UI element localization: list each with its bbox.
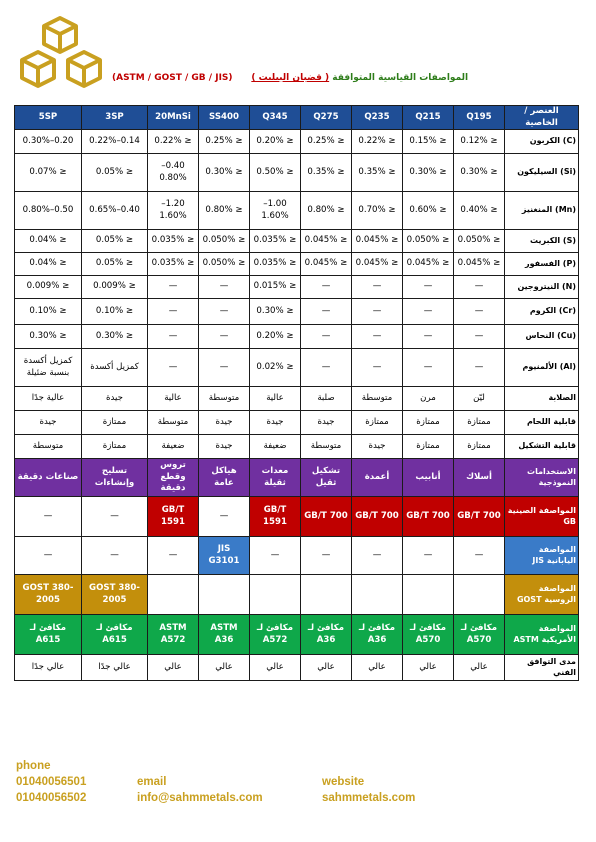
row-label: المواصفة اليابانية JIS <box>505 537 579 575</box>
table-cell <box>250 575 301 615</box>
table-cell: جيدة <box>250 411 301 435</box>
table-cell: معدات ثقيلة <box>250 459 301 497</box>
table-cell <box>148 575 199 615</box>
table-cell: GB/T 1591 <box>148 497 199 537</box>
table-cell <box>199 575 250 615</box>
row-label: الصلابة <box>505 387 579 411</box>
grade-header: Q345 <box>250 106 301 130</box>
title-standards: (ASTM / GOST / GB / JIS) <box>112 73 233 83</box>
table-cell: — <box>454 537 505 575</box>
table-cell: عالي <box>403 655 454 681</box>
table-cell: GB/T 700 <box>403 497 454 537</box>
table-cell: عالي جدًا <box>15 655 82 681</box>
table-cell: ≤ 0.30% <box>82 325 148 349</box>
table-cell: 0.20–0.30% <box>15 130 82 154</box>
table-row <box>15 253 579 276</box>
standard-row <box>15 575 579 615</box>
table-cell: GB/T 700 <box>352 497 403 537</box>
table-cell: ≤ 0.009% <box>82 276 148 299</box>
table-cell: ≤ 0.035% <box>148 253 199 276</box>
table-cell: 1.20–1.60% <box>148 192 199 230</box>
table-cell: — <box>403 325 454 349</box>
phone-2[interactable]: 01040056502 <box>16 792 87 804</box>
row-label: الاستخدامات النموذجية <box>505 459 579 497</box>
table-cell: — <box>199 325 250 349</box>
table-cell: ممتازة <box>454 411 505 435</box>
standard-row <box>15 615 579 655</box>
table-cell: JIS G3101 <box>199 537 250 575</box>
table-cell: ≤ 0.70% <box>352 192 403 230</box>
table-cell: — <box>199 299 250 325</box>
table-cell: ≤ 0.60% <box>403 192 454 230</box>
table-cell: GOST 380-2005 <box>15 575 82 615</box>
compat-row <box>15 655 579 681</box>
table-cell: ≤ 0.20% <box>250 130 301 154</box>
table-cell: — <box>148 325 199 349</box>
table-cell: أعمدة <box>352 459 403 497</box>
table-cell: مكافئ لـ A615 <box>15 615 82 655</box>
table-cell: GB/T 1591 <box>250 497 301 537</box>
row-label: (N) النيتروجين <box>505 276 579 299</box>
table-cell: 0.14–0.22% <box>82 130 148 154</box>
row-label: المواصفة الصينية GB <box>505 497 579 537</box>
table-row <box>15 154 579 192</box>
table-cell: 0.40–0.65% <box>82 192 148 230</box>
table-cell: ممتازة <box>403 435 454 459</box>
table-cell: مكافئ لـ A36 <box>352 615 403 655</box>
table-cell: ≤ 0.035% <box>148 230 199 253</box>
email-label: email <box>137 776 167 788</box>
row-label: (Cu) النحاس <box>505 325 579 349</box>
table-cell: 1.00–1.60% <box>250 192 301 230</box>
table-cell: مكافئ لـ A615 <box>82 615 148 655</box>
table-cell: — <box>301 325 352 349</box>
table-cell: عالي <box>454 655 505 681</box>
table-cell: ≤ 0.35% <box>301 154 352 192</box>
table-cell <box>403 575 454 615</box>
table-cell: ممتازة <box>352 411 403 435</box>
table-cell: مرن <box>403 387 454 411</box>
table-cell: ضعيفة <box>148 435 199 459</box>
table-cell: تروس وقطع دقيقة <box>148 459 199 497</box>
table-cell <box>352 575 403 615</box>
table-cell: متوسطة <box>352 387 403 411</box>
table-cell: — <box>148 299 199 325</box>
table-cell: ضعيفة <box>250 435 301 459</box>
table-cell: ≤ 0.04% <box>15 253 82 276</box>
table-cell: ≤ 0.015% <box>250 276 301 299</box>
table-cell: — <box>250 537 301 575</box>
grade-header: Q195 <box>454 106 505 130</box>
table-cell: ممتازة <box>82 411 148 435</box>
table-cell: عالي <box>199 655 250 681</box>
table-row <box>15 192 579 230</box>
table-cell: — <box>403 299 454 325</box>
table-cell: — <box>82 537 148 575</box>
table-cell: عالية <box>148 387 199 411</box>
table-cell: — <box>352 299 403 325</box>
table-cell: عالية جدًا <box>15 387 82 411</box>
table-cell: ممتازة <box>403 411 454 435</box>
table-cell: جيدة <box>199 411 250 435</box>
row-label: (Si) السيليكون <box>505 154 579 192</box>
standard-row <box>15 537 579 575</box>
table-cell: ≤ 0.30% <box>250 299 301 325</box>
table-cell: — <box>199 349 250 387</box>
table-cell: ASTM A572 <box>148 615 199 655</box>
table-cell: تسليح وإنشاءات <box>82 459 148 497</box>
table-row <box>15 411 579 435</box>
table-cell: مكافئ لـ A570 <box>403 615 454 655</box>
table-cell: ≤ 0.10% <box>15 299 82 325</box>
table-cell: — <box>454 325 505 349</box>
row-label: (C) الكربون <box>505 130 579 154</box>
corner-header: العنصر / الخاصية <box>505 106 579 130</box>
row-label: قابلية اللحام <box>505 411 579 435</box>
title-highlight: ( قضبان البيليت ) <box>251 73 330 83</box>
uses-row <box>15 459 579 497</box>
table-cell: ≤ 0.40% <box>454 192 505 230</box>
title-arabic: المواصفات القياسية المتوافقة <box>332 73 469 83</box>
row-label: (Al) الألمنيوم <box>505 349 579 387</box>
table-cell: ≤ 0.25% <box>301 130 352 154</box>
row-label: (Mn) المنغنيز <box>505 192 579 230</box>
table-cell: ممتازة <box>454 435 505 459</box>
table-cell: متوسطة <box>301 435 352 459</box>
table-cell: كمزيل أكسدة <box>82 349 148 387</box>
table-cell: ≤ 0.050% <box>454 230 505 253</box>
table-cell: جيدة <box>82 387 148 411</box>
table-cell: عالي <box>301 655 352 681</box>
table-cell: — <box>301 537 352 575</box>
phone-1[interactable]: 01040056501 <box>16 776 87 788</box>
table-cell: ≤ 0.035% <box>250 230 301 253</box>
table-cell: — <box>148 349 199 387</box>
table-cell: ≤ 0.050% <box>403 230 454 253</box>
website-link[interactable]: sahmmetals.com <box>322 792 416 804</box>
table-cell: متوسطة <box>148 411 199 435</box>
grade-header: Q235 <box>352 106 403 130</box>
table-cell: ≤ 0.50% <box>250 154 301 192</box>
row-label: قابلية التشكيل <box>505 435 579 459</box>
table-row <box>15 130 579 154</box>
table-cell: — <box>403 349 454 387</box>
phone-label: phone <box>16 760 51 772</box>
grade-header: 20MnSi <box>148 106 199 130</box>
table-cell: ≤ 0.80% <box>301 192 352 230</box>
table-cell: — <box>199 276 250 299</box>
table-cell: ≤ 0.07% <box>15 154 82 192</box>
table-cell: ≤ 0.15% <box>403 130 454 154</box>
table-cell: — <box>454 276 505 299</box>
table-cell: ممتازة <box>82 435 148 459</box>
table-row <box>15 230 579 253</box>
table-cell: 0.40–0.80% <box>148 154 199 192</box>
table-cell: عالي <box>250 655 301 681</box>
table-cell: — <box>352 349 403 387</box>
table-cell: ≤ 0.009% <box>15 276 82 299</box>
table-cell: ≤ 0.045% <box>301 230 352 253</box>
table-cell: — <box>301 349 352 387</box>
table-cell: GB/T 700 <box>301 497 352 537</box>
table-cell: مكافئ لـ A570 <box>454 615 505 655</box>
table-cell: عالي <box>352 655 403 681</box>
table-cell: — <box>82 497 148 537</box>
row-label: (S) الكبريت <box>505 230 579 253</box>
table-cell: ≤ 0.25% <box>199 130 250 154</box>
table-cell: جيدة <box>15 411 82 435</box>
table-row <box>15 435 579 459</box>
table-cell: عالي جدًا <box>82 655 148 681</box>
row-label: المواصفة الروسية GOST <box>505 575 579 615</box>
table-cell: — <box>403 537 454 575</box>
table-cell: — <box>403 276 454 299</box>
table-cell: ≤ 0.12% <box>454 130 505 154</box>
table-cell: ≤ 0.045% <box>403 253 454 276</box>
page-title <box>112 73 468 83</box>
table-cell: أنابيب <box>403 459 454 497</box>
table-cell <box>454 575 505 615</box>
table-cell: جيدة <box>301 411 352 435</box>
table-cell: ≤ 0.30% <box>454 154 505 192</box>
table-cell: متوسطة <box>199 387 250 411</box>
table-cell: ≤ 0.035% <box>250 253 301 276</box>
table-cell: صلبة <box>301 387 352 411</box>
website-label: website <box>322 776 365 788</box>
table-cell: ≤ 0.05% <box>82 154 148 192</box>
table-cell: ≤ 0.050% <box>199 230 250 253</box>
table-cell: — <box>148 537 199 575</box>
table-cell: — <box>352 276 403 299</box>
cube-stack-logo-icon <box>16 14 112 94</box>
table-cell: — <box>199 497 250 537</box>
grade-header: 5SP <box>15 106 82 130</box>
table-cell: جيدة <box>199 435 250 459</box>
table-row <box>15 387 579 411</box>
table-cell: ≤ 0.30% <box>15 325 82 349</box>
table-row <box>15 325 579 349</box>
table-cell: ≤ 0.05% <box>82 253 148 276</box>
row-label: مدى التوافق الفني <box>505 655 579 681</box>
standard-row <box>15 497 579 537</box>
table-cell: — <box>15 497 82 537</box>
table-cell: متوسطة <box>15 435 82 459</box>
table-cell: — <box>148 276 199 299</box>
table-cell: — <box>301 276 352 299</box>
email-link[interactable]: info@sahmmetals.com <box>137 792 263 804</box>
table-cell: ≤ 0.30% <box>199 154 250 192</box>
table-cell: ≤ 0.04% <box>15 230 82 253</box>
table-cell: 0.50–0.80% <box>15 192 82 230</box>
table-cell: ≤ 0.35% <box>352 154 403 192</box>
table-cell: ≤ 0.10% <box>82 299 148 325</box>
table-cell: مكافئ لـ A572 <box>250 615 301 655</box>
table-cell: جيدة <box>352 435 403 459</box>
table-cell: ليّن <box>454 387 505 411</box>
table-cell: كمزيل أكسدة بنسبة ضئيلة <box>15 349 82 387</box>
table-cell: — <box>454 349 505 387</box>
table-cell: عالية <box>250 387 301 411</box>
table-row <box>15 276 579 299</box>
table-cell: ≤ 0.045% <box>454 253 505 276</box>
table-cell: ≤ 0.30% <box>403 154 454 192</box>
row-label: المواصفة الأمريكية ASTM <box>505 615 579 655</box>
table-cell: — <box>301 299 352 325</box>
table-cell: ≤ 0.045% <box>301 253 352 276</box>
table-row <box>15 299 579 325</box>
table-cell: أسلاك <box>454 459 505 497</box>
table-cell: ≤ 0.20% <box>250 325 301 349</box>
header-row <box>15 106 579 130</box>
row-label: (P) الفسفور <box>505 253 579 276</box>
table-cell: ASTM A36 <box>199 615 250 655</box>
table-cell: تشكيل ثقيل <box>301 459 352 497</box>
table-cell: هياكل عامة <box>199 459 250 497</box>
grade-header: SS400 <box>199 106 250 130</box>
table-row <box>15 349 579 387</box>
table-cell: ≤ 0.80% <box>199 192 250 230</box>
table-cell: — <box>352 325 403 349</box>
table-cell: — <box>15 537 82 575</box>
table-cell: عالي <box>148 655 199 681</box>
table-cell: صناعات دقيقة <box>15 459 82 497</box>
grade-header: Q275 <box>301 106 352 130</box>
table-cell: — <box>352 537 403 575</box>
grade-header: 3SP <box>82 106 148 130</box>
row-label: (Cr) الكروم <box>505 299 579 325</box>
table-cell: ≤ 0.050% <box>199 253 250 276</box>
table-cell: GOST 380-2005 <box>82 575 148 615</box>
grade-header: Q215 <box>403 106 454 130</box>
spec-table <box>14 105 579 681</box>
table-cell: ≤ 0.02% <box>250 349 301 387</box>
table-cell: ≤ 0.045% <box>352 253 403 276</box>
table-cell: ≤ 0.05% <box>82 230 148 253</box>
table-cell: — <box>454 299 505 325</box>
table-cell: ≤ 0.22% <box>148 130 199 154</box>
table-cell: ≤ 0.045% <box>352 230 403 253</box>
table-cell <box>301 575 352 615</box>
table-cell: GB/T 700 <box>454 497 505 537</box>
table-cell: مكافئ لـ A36 <box>301 615 352 655</box>
table-cell: ≤ 0.22% <box>352 130 403 154</box>
